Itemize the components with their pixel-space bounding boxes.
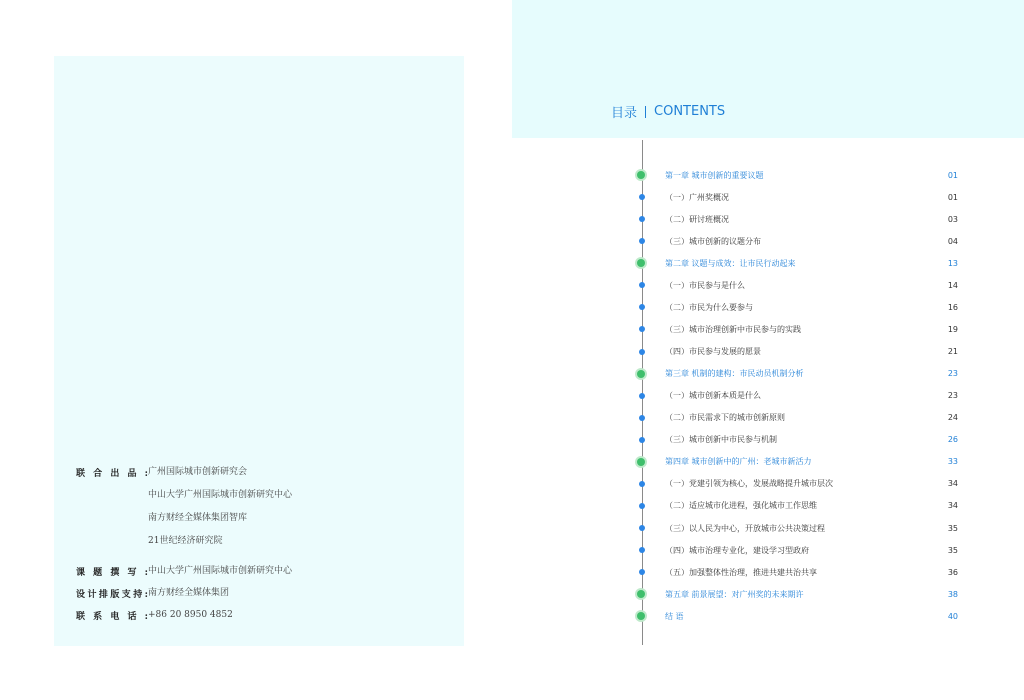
contents-heading-en: CONTENTS (654, 104, 726, 119)
toc-section-entry[interactable] (636, 539, 966, 561)
toc-entry-title: 第二章 议题与成效：让市民行动起来 (665, 258, 796, 268)
toc-section-entry[interactable] (636, 561, 966, 583)
section-marker-icon (639, 481, 645, 487)
toc-entry-title: （三）以人民为中心，开放城市公共决策过程 (665, 523, 825, 533)
toc-section-entry[interactable] (636, 230, 966, 252)
publisher-row (76, 466, 456, 558)
section-marker-icon (639, 194, 645, 200)
toc-entry-page: 33 (947, 457, 958, 467)
contents-heading (611, 102, 725, 121)
toc-chapter-entry[interactable] (636, 605, 966, 627)
toc-entry-page: 35 (947, 545, 958, 555)
toc-entry-title: （五）加强整体性治理，推进共建共治共享 (665, 567, 817, 577)
toc-entry-page: 35 (947, 523, 958, 533)
publisher-label: 联合出品: (76, 469, 148, 479)
toc-entry-title: 第一章 城市创新的重要议题 (665, 170, 764, 180)
credits-panel (54, 56, 464, 646)
toc-chapter-entry[interactable] (636, 451, 966, 473)
toc-entry-page: 40 (947, 611, 958, 621)
publisher-item: 广州国际城市创新研究会 (148, 467, 248, 477)
toc-chapter-entry[interactable] (636, 164, 966, 186)
design-value: 南方财经全媒体集团 (148, 588, 230, 598)
toc-list (636, 164, 966, 627)
toc-section-entry[interactable] (636, 385, 966, 407)
toc-entry-page: 19 (947, 324, 958, 334)
toc-entry-title: （三）城市治理创新中市民参与的实践 (665, 324, 801, 334)
section-marker-icon (639, 569, 645, 575)
toc-chapter-entry[interactable] (636, 252, 966, 274)
section-marker-icon (639, 525, 645, 531)
toc-entry-page: 14 (947, 280, 958, 290)
writer-label: 课题撰写: (76, 568, 148, 578)
writer-value: 中山大学广州国际城市创新研究中心 (148, 566, 293, 576)
design-row (76, 587, 456, 600)
chapter-marker-icon (637, 171, 645, 179)
writer-row (76, 565, 456, 578)
toc-entry-title: 第五章 前景展望：对广州奖的未来期许 (665, 589, 804, 599)
toc-entry-page: 16 (947, 302, 958, 312)
toc-entry-title: 第三章 机制的建构：市民动员机制分析 (665, 369, 804, 379)
section-marker-icon (639, 238, 645, 244)
toc-section-entry[interactable] (636, 186, 966, 208)
toc-entry-title: （一）广州奖概况 (665, 192, 729, 202)
chapter-marker-icon (637, 259, 645, 267)
toc-entry-page: 24 (947, 413, 958, 423)
toc-entry-title: （三）城市创新的议题分布 (665, 236, 761, 246)
publisher-item: 21世纪经济研究院 (148, 536, 223, 546)
toc-entry-page: 21 (947, 347, 958, 357)
section-marker-icon (639, 393, 645, 399)
toc-chapter-entry[interactable] (636, 583, 966, 605)
toc-entry-title: （二）研讨班概况 (665, 214, 729, 224)
section-marker-icon (639, 282, 645, 288)
heading-divider (645, 106, 646, 118)
toc-entry-title: （一）党建引领为核心，发展战略提升城市层次 (665, 479, 833, 489)
chapter-marker-icon (637, 370, 645, 378)
toc-chapter-entry[interactable] (636, 363, 966, 385)
publisher-item: 中山大学广州国际城市创新研究中心 (148, 490, 293, 500)
toc-entry-title: 结 语 (665, 611, 684, 621)
toc-entry-title: （二）市民需求下的城市创新原则 (665, 413, 785, 423)
section-marker-icon (639, 437, 645, 443)
toc-section-entry[interactable] (636, 495, 966, 517)
toc-entry-page: 26 (947, 435, 958, 445)
toc-entry-page: 34 (947, 501, 958, 511)
toc-entry-title: 第四章 城市创新中的广州：老城市新活力 (665, 457, 812, 467)
toc-entry-page: 23 (947, 391, 958, 401)
contents-heading-cn: 目录 (611, 106, 638, 121)
chapter-marker-icon (637, 590, 645, 598)
toc-entry-title: （二）适应城市化进程，强化城市工作思维 (665, 501, 817, 511)
publisher-item: 南方财经全媒体集团智库 (148, 513, 248, 523)
design-label: 设计排版支持: (76, 590, 148, 600)
credits-block (76, 466, 456, 631)
contents-header-band (512, 0, 1024, 138)
chapter-marker-icon (637, 612, 645, 620)
toc-entry-page: 36 (947, 567, 958, 577)
toc-entry-page: 34 (947, 479, 958, 489)
toc-entry-title: （二）市民为什么要参与 (665, 302, 753, 312)
toc-entry-page: 04 (947, 236, 958, 246)
toc-section-entry[interactable] (636, 274, 966, 296)
toc-entry-title: （一）城市创新本质是什么 (665, 391, 761, 401)
toc-entry-page: 01 (947, 170, 958, 180)
toc-section-entry[interactable] (636, 208, 966, 230)
section-marker-icon (639, 326, 645, 332)
toc-entry-page: 01 (947, 192, 958, 202)
chapter-marker-icon (637, 458, 645, 466)
toc-entry-title: （一）市民参与是什么 (665, 280, 745, 290)
section-marker-icon (639, 304, 645, 310)
section-marker-icon (639, 349, 645, 355)
toc-section-entry[interactable] (636, 473, 966, 495)
section-marker-icon (639, 503, 645, 509)
phone-label: 联系电话: (76, 612, 148, 622)
toc-section-entry[interactable] (636, 407, 966, 429)
phone-row (76, 609, 456, 622)
section-marker-icon (639, 216, 645, 222)
section-marker-icon (639, 415, 645, 421)
publisher-list (148, 466, 292, 558)
toc-entry-title: （三）城市创新中市民参与机制 (665, 435, 777, 445)
toc-section-entry[interactable] (636, 341, 966, 363)
toc-entry-title: （四）市民参与发展的愿景 (665, 347, 761, 357)
toc-entry-page: 03 (947, 214, 958, 224)
toc-section-entry[interactable] (636, 318, 966, 340)
toc-entry-page: 23 (947, 369, 958, 379)
toc-section-entry[interactable] (636, 296, 966, 318)
toc-entry-page: 13 (947, 258, 958, 268)
phone-value: +86 20 8950 4852 (148, 610, 233, 620)
toc-entry-title: （四）城市治理专业化，建设学习型政府 (665, 545, 809, 555)
toc-entry-page: 38 (947, 589, 958, 599)
section-marker-icon (639, 547, 645, 553)
toc-section-entry[interactable] (636, 517, 966, 539)
toc-section-entry[interactable] (636, 429, 966, 451)
